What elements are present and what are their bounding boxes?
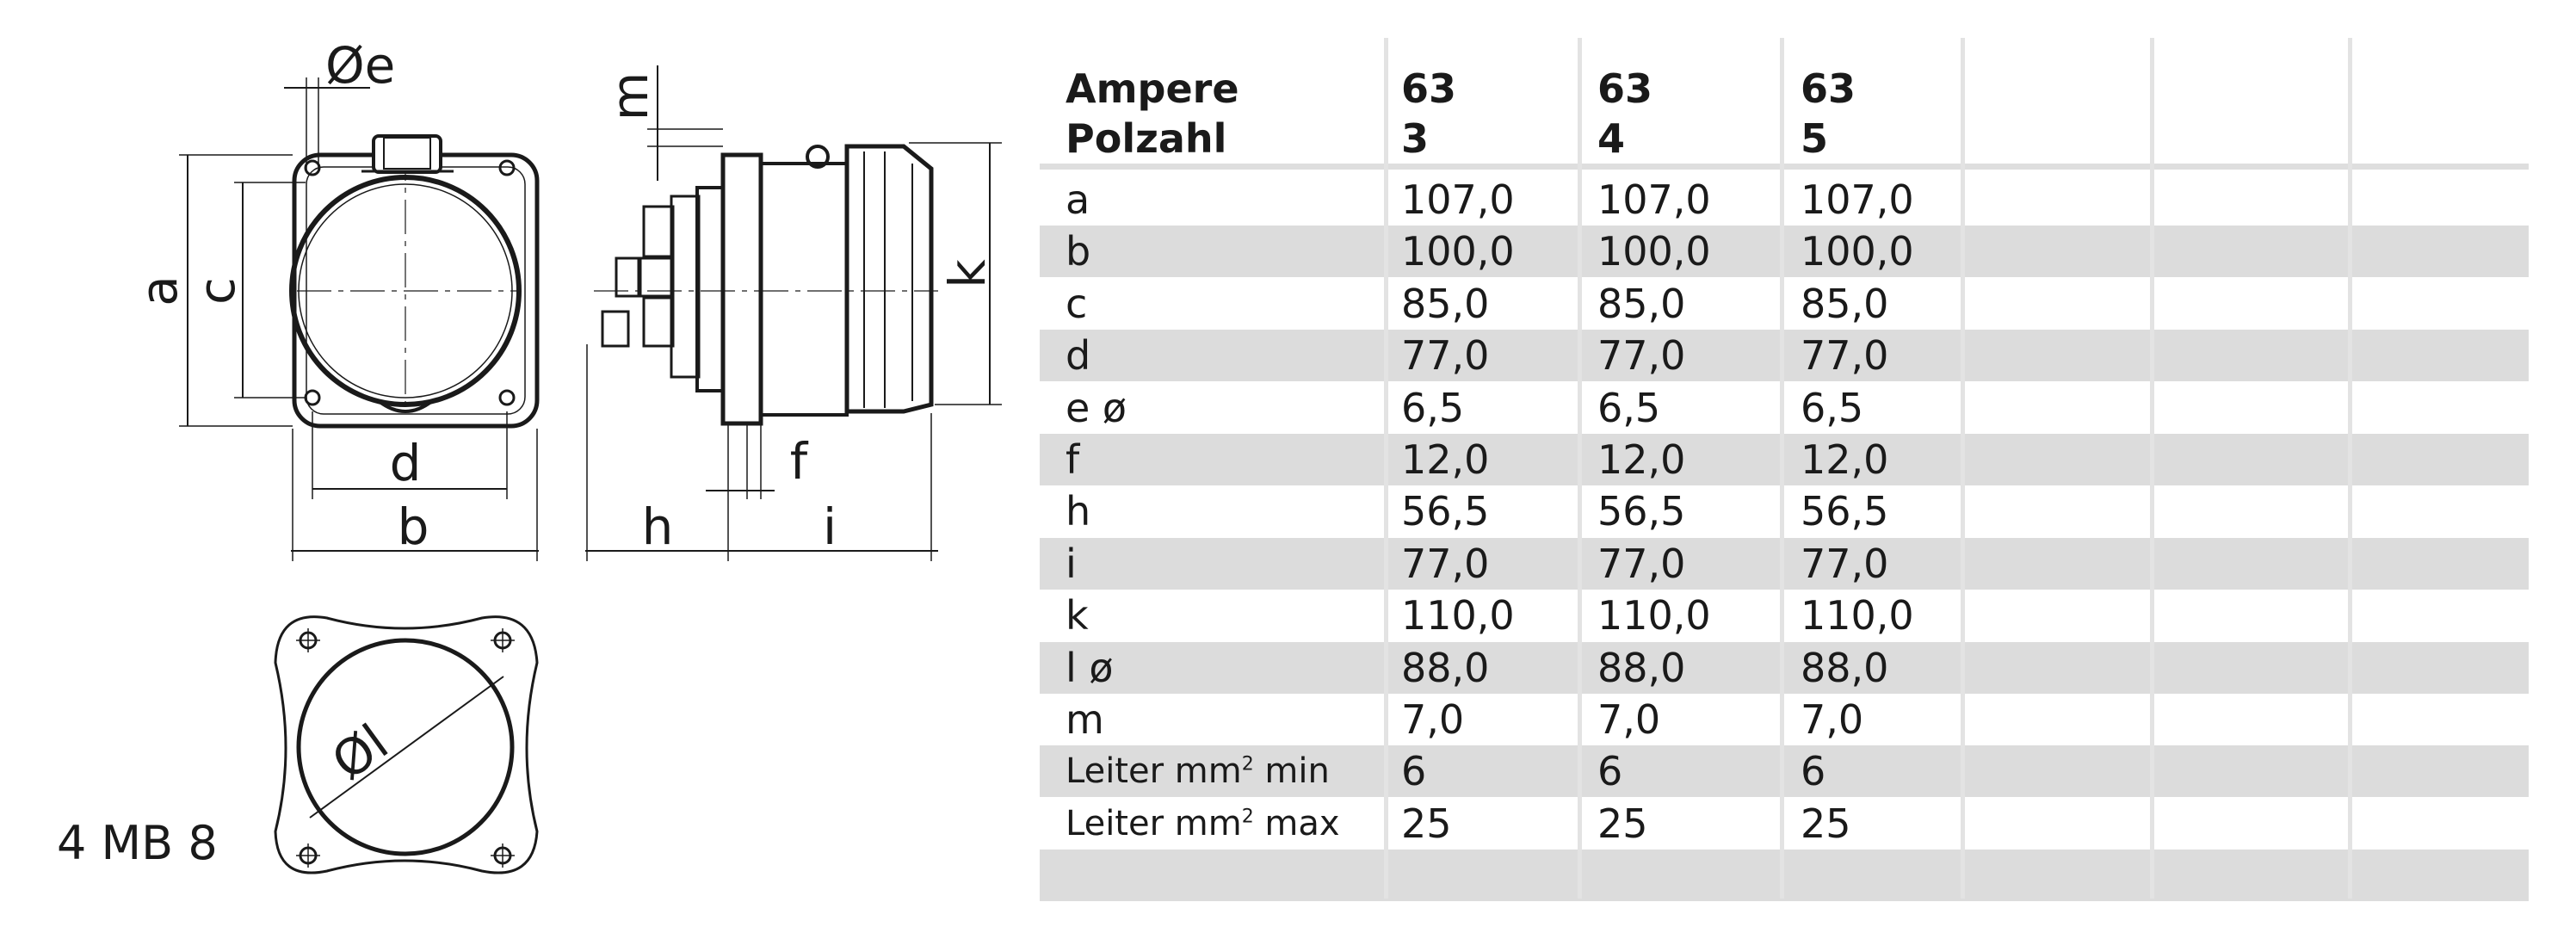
- row-label: h: [1066, 488, 1091, 535]
- row-value: 6,5: [1401, 384, 1465, 431]
- row-value: 88,0: [1801, 644, 1889, 691]
- row-value: 7,0: [1801, 696, 1864, 743]
- row-value: 107,0: [1597, 176, 1711, 223]
- row-value: 12,0: [1597, 436, 1686, 483]
- row-value: 88,0: [1401, 644, 1490, 691]
- table-row: [1040, 798, 2529, 850]
- row-value: 77,0: [1597, 540, 1686, 587]
- label-c: c: [188, 277, 246, 305]
- row-value: 110,0: [1801, 592, 1914, 640]
- table-row: [1040, 382, 2529, 434]
- row-value: 77,0: [1597, 332, 1686, 380]
- row-value: 100,0: [1801, 228, 1914, 275]
- label-e: Øe: [325, 36, 396, 95]
- row-value: 6: [1801, 748, 1826, 795]
- table-row: [1040, 694, 2529, 745]
- label-h: h: [641, 497, 674, 556]
- column-separator: [1384, 38, 1388, 899]
- header-divider: [1040, 164, 2529, 170]
- row-value: 100,0: [1597, 228, 1711, 275]
- header-value: 63: [1597, 65, 1653, 112]
- row-value: 12,0: [1801, 436, 1889, 483]
- row-label: m: [1066, 696, 1104, 743]
- row-label: Leiter $mm^2$ min: [1066, 751, 1330, 792]
- header-value: 3: [1401, 115, 1430, 162]
- column-separator: [1780, 38, 1784, 899]
- label-l: Øl: [321, 713, 399, 792]
- front-view-labels: [130, 36, 429, 556]
- label-m: m: [601, 71, 659, 121]
- row-value: 85,0: [1801, 280, 1889, 327]
- row-label: f: [1066, 436, 1080, 483]
- row-value: 77,0: [1401, 332, 1490, 380]
- cutout-view: [275, 617, 537, 873]
- row-value: 107,0: [1401, 176, 1515, 223]
- row-value: 6,5: [1597, 384, 1661, 431]
- technical-drawing: [0, 0, 1033, 933]
- table-row: [1040, 226, 2529, 277]
- row-value: 85,0: [1401, 280, 1490, 327]
- model-label: 4 MB 8: [57, 816, 218, 870]
- label-i: i: [822, 497, 837, 556]
- table-row: [1040, 174, 2529, 226]
- header-label: Polzahl: [1066, 115, 1227, 162]
- row-value: 77,0: [1801, 540, 1889, 587]
- table-row: [1040, 642, 2529, 694]
- header-value: 5: [1801, 115, 1829, 162]
- label-b: b: [397, 497, 429, 556]
- row-value: 6,5: [1801, 384, 1864, 431]
- row-label: a: [1066, 176, 1090, 223]
- row-value: 100,0: [1401, 228, 1515, 275]
- row-value: 25: [1401, 800, 1452, 847]
- column-separator: [1961, 38, 1965, 899]
- row-label: c: [1066, 280, 1088, 327]
- label-a: a: [130, 275, 188, 306]
- row-value: 110,0: [1597, 592, 1711, 640]
- row-value: 7,0: [1597, 696, 1661, 743]
- table-row: [1040, 590, 2529, 641]
- row-value: 25: [1597, 800, 1648, 847]
- table-row: [1040, 278, 2529, 330]
- row-label: i: [1066, 540, 1077, 587]
- row-label: e ø: [1066, 384, 1127, 431]
- row-value: 85,0: [1597, 280, 1686, 327]
- table-row: [1040, 485, 2529, 537]
- label-f: f: [789, 432, 808, 491]
- table-row: [1040, 850, 2529, 901]
- row-value: 88,0: [1597, 644, 1686, 691]
- column-separator: [2150, 38, 2154, 899]
- front-view: [179, 77, 539, 561]
- side-view-labels: [601, 72, 997, 556]
- spec-table: [1040, 38, 2529, 907]
- row-label: b: [1066, 228, 1091, 275]
- row-value: 56,5: [1597, 488, 1686, 535]
- table-row: [1040, 745, 2529, 797]
- row-value: 6: [1401, 748, 1427, 795]
- row-value: 7,0: [1401, 696, 1465, 743]
- column-separator: [2348, 38, 2352, 899]
- row-label: k: [1066, 592, 1089, 640]
- header-label: Ampere: [1066, 65, 1239, 112]
- column-separator: [1578, 38, 1582, 899]
- row-label: l ø: [1066, 644, 1114, 691]
- table-row: [1040, 538, 2529, 590]
- row-value: 110,0: [1401, 592, 1515, 640]
- row-value: 56,5: [1401, 488, 1490, 535]
- row-value: 6: [1597, 748, 1623, 795]
- row-label: Leiter $mm^2$ max: [1066, 803, 1340, 843]
- label-d: d: [389, 434, 422, 492]
- table-row: [1040, 330, 2529, 381]
- row-value: 56,5: [1801, 488, 1889, 535]
- header-value: 63: [1801, 65, 1856, 112]
- row-label: d: [1066, 332, 1091, 380]
- header-value: 4: [1597, 115, 1626, 162]
- header-value: 63: [1401, 65, 1457, 112]
- row-value: 12,0: [1401, 436, 1490, 483]
- row-value: 107,0: [1801, 176, 1914, 223]
- row-value: 25: [1801, 800, 1851, 847]
- table-row: [1040, 434, 2529, 485]
- row-value: 77,0: [1401, 540, 1490, 587]
- label-k: k: [938, 259, 997, 288]
- row-value: 77,0: [1801, 332, 1889, 380]
